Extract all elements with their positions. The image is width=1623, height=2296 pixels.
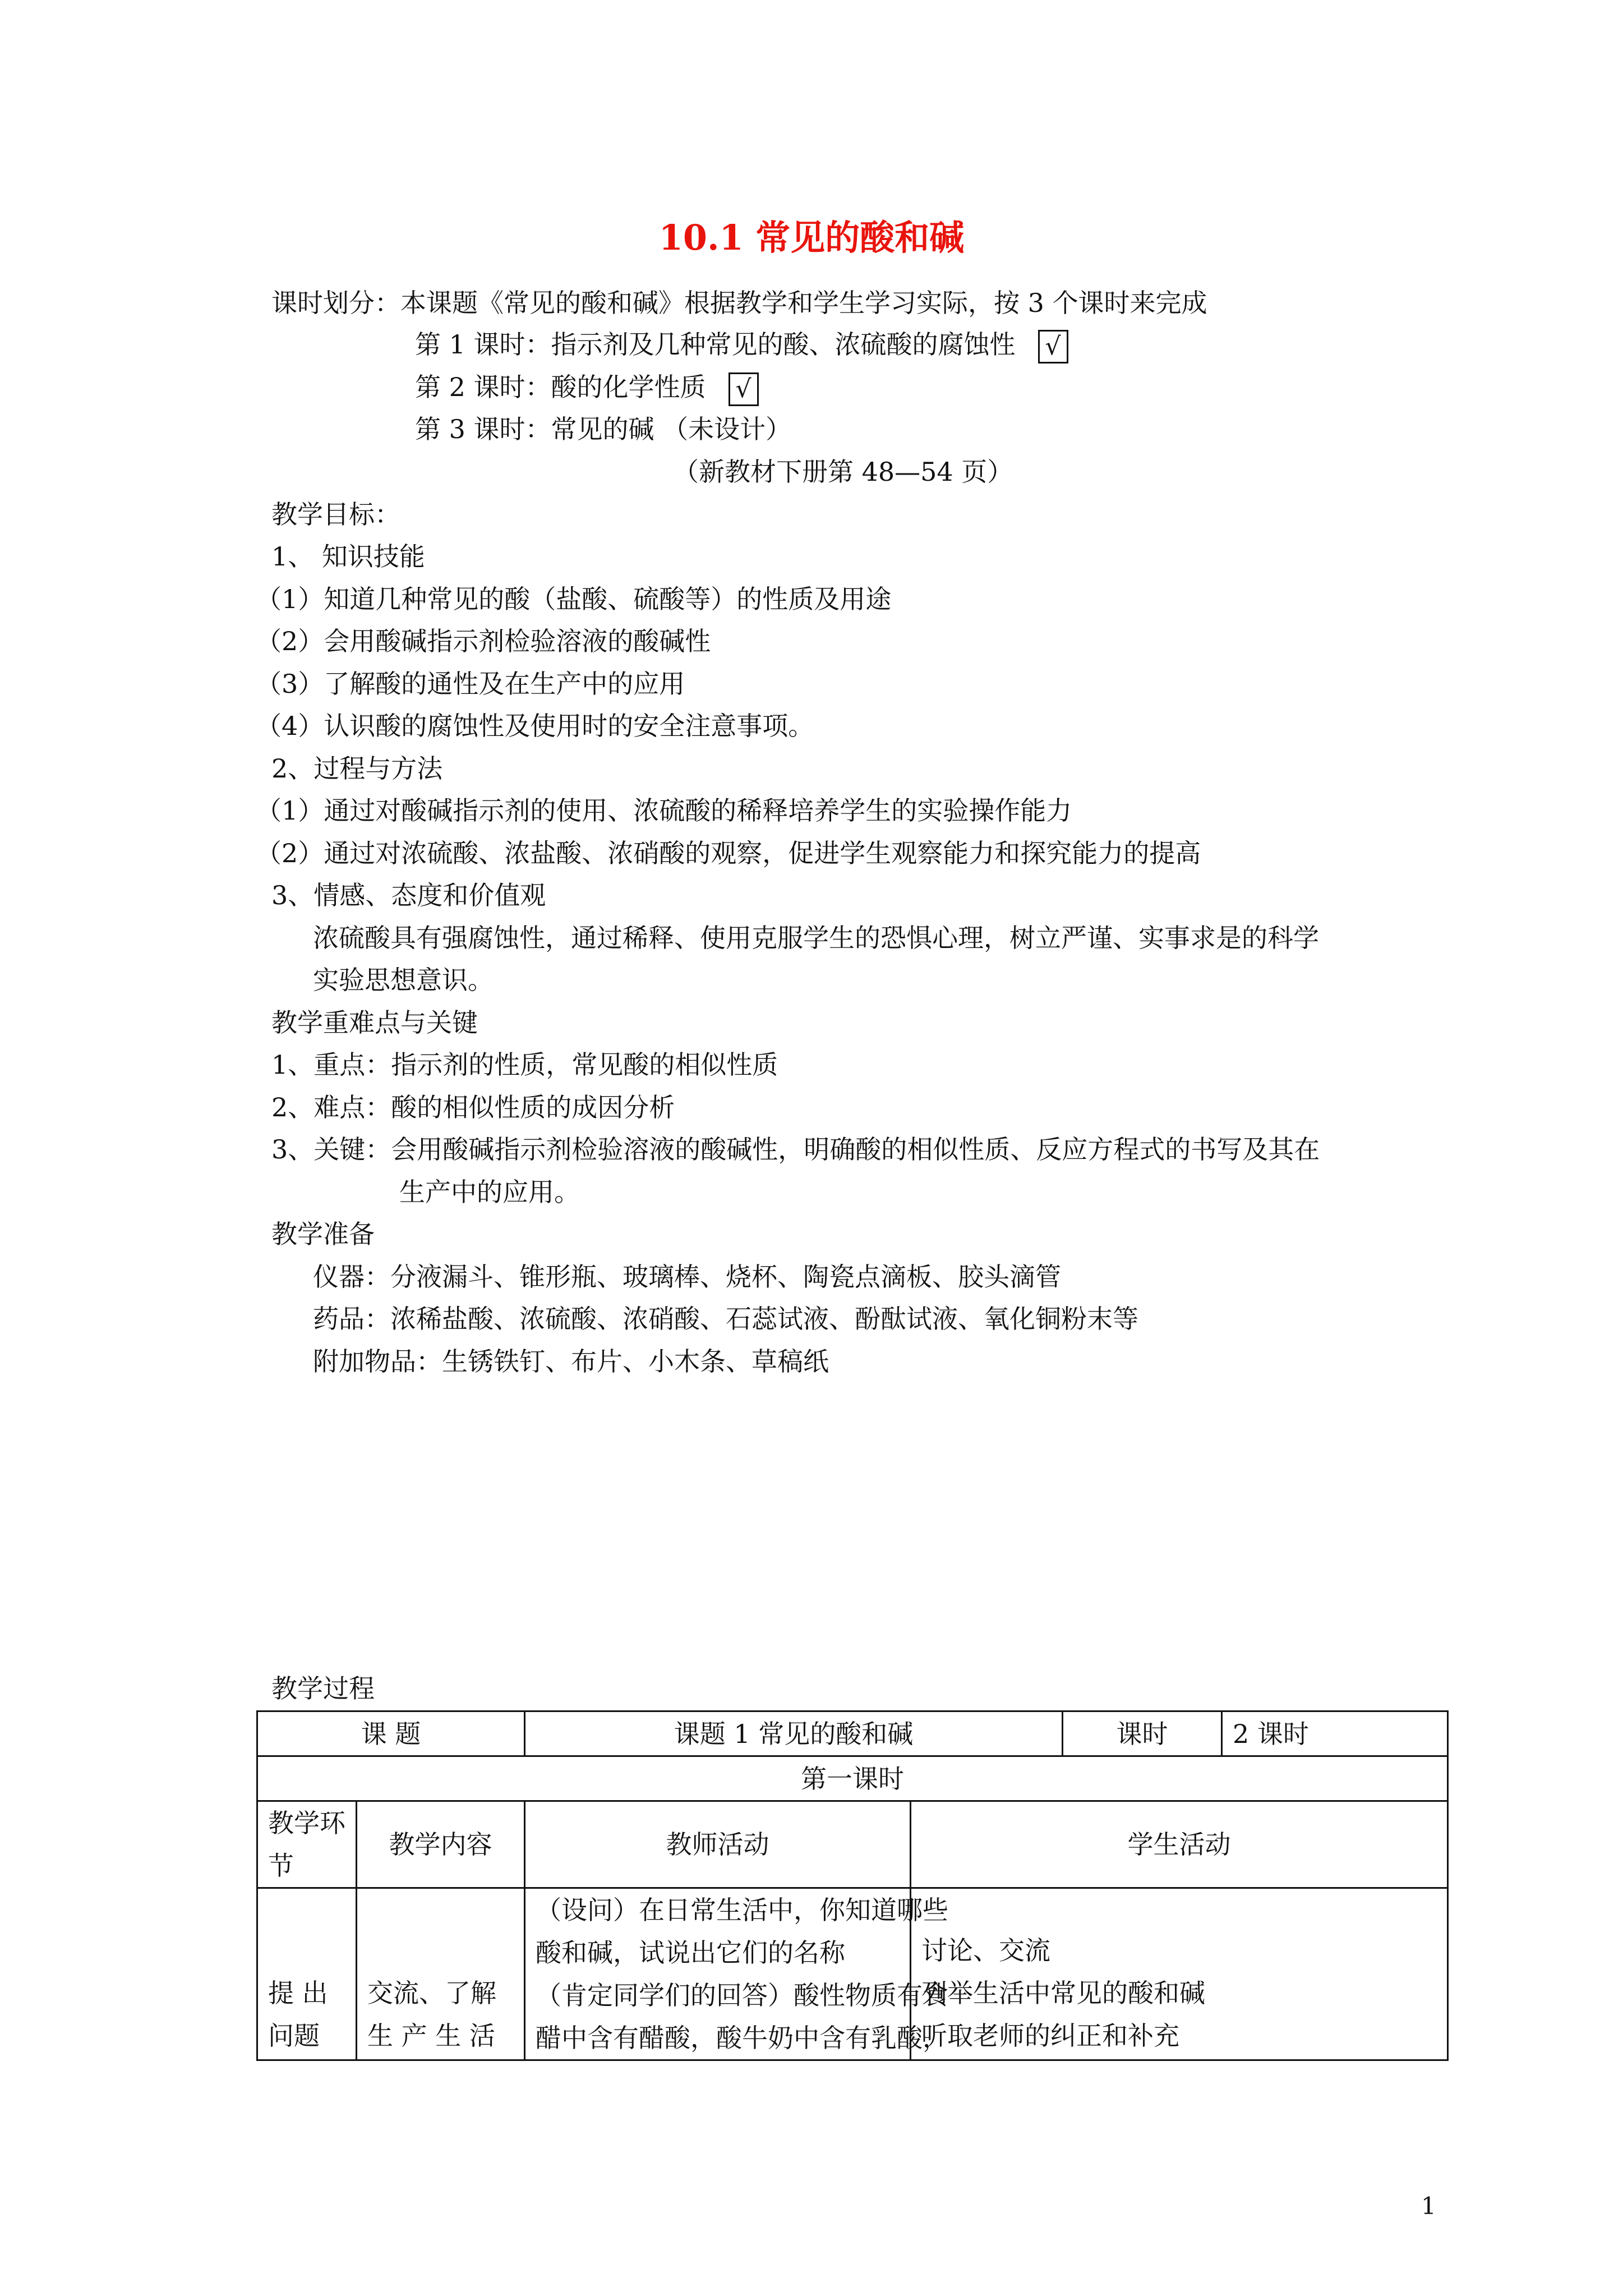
session-title: 第一课时 (801, 1763, 904, 1794)
teacher-line: （设问）在日常生活中，你知道哪些 (536, 1895, 948, 1925)
lesson-1 (415, 328, 1068, 364)
page-title: 10.1 常见的酸和碱 (658, 217, 965, 258)
teaching-process-table (256, 1710, 1449, 2061)
teacher-line: 酸和碱，试说出它们的名称 (536, 1938, 845, 1968)
objective-section-2: 2、过程与方法 (271, 753, 443, 784)
header-teacher: 教师活动 (666, 1829, 769, 1860)
objective-item: （2）会用酸碱指示剂检验溶液的酸碱性 (256, 626, 711, 656)
header-stage: 教学环节 (268, 1808, 345, 1881)
keypoint-difficulty: 2、难点：酸的相似性质的成因分析 (271, 1092, 675, 1122)
lesson-2-label: 第 2 课时：酸的化学性质 (415, 372, 706, 402)
textbook-pages: （新教材下册第 48—54 页） (673, 457, 1013, 487)
lesson-2 (415, 370, 759, 406)
objective-section-1: 1、 知识技能 (271, 541, 425, 572)
period-value: 2 课时 (1233, 1718, 1309, 1749)
preparation-reagents: 药品：浓稀盐酸、浓硫酸、浓硝酸、石蕊试液、酚酞试液、氧化铜粉末等 (313, 1304, 1138, 1334)
session-cell (257, 1756, 1448, 1801)
student-line: 讨论、交流 (921, 1935, 1050, 1966)
topic-label-cell (257, 1711, 525, 1756)
topic-label: 课 题 (361, 1718, 421, 1749)
lesson-1-label: 第 1 课时：指示剂及几种常见的酸、浓硫酸的腐蚀性 (415, 329, 1016, 360)
row1-content-cell (357, 1888, 525, 2060)
lesson-1-checkbox: √ (1038, 330, 1068, 364)
lesson-3: 第 3 课时：常见的碱 （未设计） (415, 414, 792, 444)
preparation-heading: 教学准备 (271, 1219, 375, 1249)
objective-item: （4）认识酸的腐蚀性及使用时的安全注意事项。 (256, 711, 814, 741)
header-content-cell (357, 1801, 525, 1888)
header-stage-cell (257, 1801, 357, 1888)
keypoint-key: 3、关键：会用酸碱指示剂检验溶液的酸碱性，明确酸的相似性质、反应方程式的书写及其在 (271, 1134, 1320, 1165)
row1-stage-cell (257, 1888, 357, 2060)
header-content: 教学内容 (389, 1829, 492, 1860)
teacher-line: 醋中含有醋酸，酸牛奶中含有乳酸， (536, 2023, 948, 2053)
period-label: 课时 (1116, 1718, 1168, 1749)
row1-stage: 提 出 问题 (268, 1978, 328, 2051)
header-student: 学生活动 (1127, 1829, 1231, 1860)
teacher-line: （肯定同学们的回答）酸性物质有食 (536, 1980, 948, 2010)
student-line: 听取老师的纠正和补充 (921, 2021, 1179, 2051)
objective-item: （1）通过对酸碱指示剂的使用、浓硫酸的稀释培养学生的实验操作能力 (256, 795, 1072, 826)
row1-content: 交流、了解 生 产 生 活 (367, 1978, 496, 2051)
objective-item: （2）通过对浓硫酸、浓盐酸、浓硝酸的观察，促进学生观察能力和探究能力的提高 (256, 838, 1201, 868)
objective-paragraph-line: 实验思想意识。 (313, 965, 494, 995)
objectives-heading: 教学目标： (271, 499, 400, 530)
header-student-cell (911, 1801, 1448, 1888)
objective-paragraph-line: 浓硫酸具有强腐蚀性，通过稀释、使用克服学生的恐惧心理，树立严谨、实事求是的科学 (313, 923, 1319, 953)
keypoint-key-continued: 生产中的应用。 (399, 1177, 580, 1207)
process-heading: 教学过程 (271, 1673, 375, 1704)
objective-section-3: 3、情感、态度和价值观 (271, 880, 546, 910)
keypoints-heading: 教学重难点与关键 (271, 1007, 478, 1038)
header-teacher-cell (525, 1801, 911, 1888)
period-value-cell (1222, 1711, 1448, 1756)
period-label-cell (1063, 1711, 1222, 1756)
keypoint-focus: 1、重点：指示剂的性质，常见酸的相似性质 (271, 1050, 778, 1080)
division-intro: 课时划分：本课题《常见的酸和碱》根据教学和学生学习实际，按 3 个课时来完成 (271, 288, 1207, 318)
student-line: 列举生活中常见的酸和碱 (921, 1978, 1205, 2008)
topic-value: 课题 1 常见的酸和碱 (674, 1718, 914, 1749)
preparation-instruments: 仪器：分液漏斗、锥形瓶、玻璃棒、烧杯、陶瓷点滴板、胶头滴管 (313, 1262, 1061, 1292)
topic-value-cell (525, 1711, 1063, 1756)
row1-teacher-cell (525, 1888, 948, 2060)
lesson-2-checkbox: √ (728, 372, 759, 406)
preparation-extras: 附加物品：生锈铁钉、布片、小木条、草稿纸 (313, 1346, 829, 1377)
objective-item: （1）知道几种常见的酸（盐酸、硫酸等）的性质及用途 (256, 584, 892, 614)
page-number: 1 (1421, 2192, 1436, 2220)
objective-item: （3）了解酸的通性及在生产中的应用 (256, 669, 685, 699)
row1-student-cell (911, 1888, 1448, 2060)
